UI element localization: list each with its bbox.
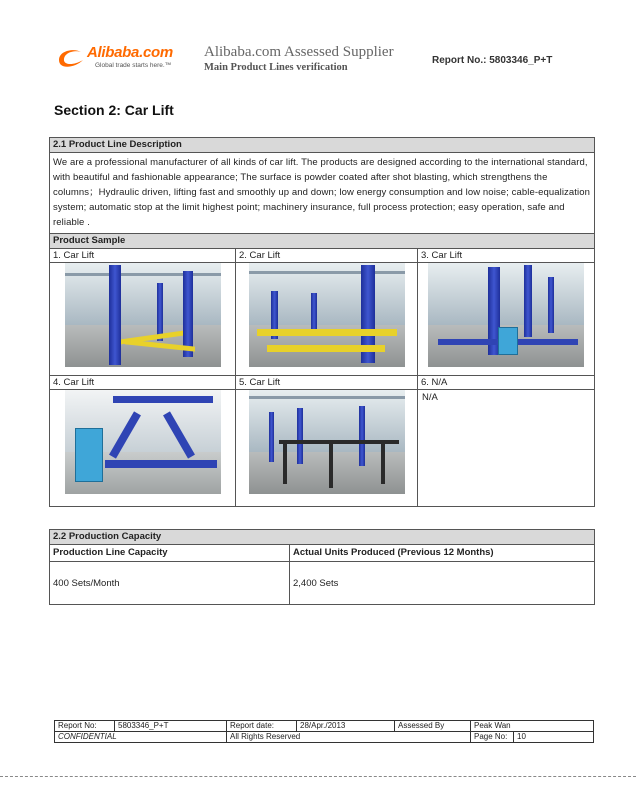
logo-wordmark: Alibaba.com: [87, 44, 173, 61]
footer-report-no-label: Report No:: [55, 721, 115, 732]
sample-image-cell: [236, 263, 418, 376]
product-line-heading: 2.1 Product Line Description: [50, 138, 595, 153]
sample-caption: 3. Car Lift: [418, 249, 595, 263]
sample-caption: 1. Car Lift: [50, 249, 236, 263]
report-header: [0, 0, 636, 90]
production-capacity-table: [49, 529, 595, 605]
footer-report-date: 28/Apr./2013: [297, 721, 395, 732]
sample-image-cell: [418, 263, 595, 376]
page-break-line: [0, 776, 636, 777]
sample-caption: 4. Car Lift: [50, 376, 236, 390]
capacity-heading: 2.2 Production Capacity: [50, 530, 595, 545]
sample-caption: 6. N/A: [418, 376, 595, 390]
product-line-description: We are a professional manufacturer of all kinds of car lift. The products are designed according to the international standard, with beautiful and fashionable appearance; The surface is powder coated after shot blasting, which strengthens the columns；Hydraulic driven, lifting fast and smoothly up and down; low energy consumption and low noise; cable-equalization system; automatic stop at the limit highest point; machinery insurance, full process protection; easy operation, safe and reliable .: [50, 153, 595, 234]
report-footer: [54, 720, 594, 743]
two-post-car-lift-photo: [65, 263, 221, 367]
footer-assessed-by-label: Assessed By: [395, 721, 471, 732]
product-line-table: [49, 137, 595, 507]
sample-image-cell: [236, 390, 418, 507]
actual-units-value: 2,400 Sets: [290, 562, 595, 605]
sample-caption: 2. Car Lift: [236, 249, 418, 263]
actual-units-column-header: Actual Units Produced (Previous 12 Months): [290, 545, 595, 562]
logo-tagline: Global trade starts here.™: [95, 62, 172, 69]
alibaba-logo: [55, 42, 195, 78]
parking-lift-photo: [428, 263, 584, 367]
alibaba-smile-icon: [55, 46, 87, 70]
section-title: Section 2: Car Lift: [54, 102, 174, 118]
four-post-car-lift-photo: [249, 263, 405, 367]
footer-page-number: 10: [514, 732, 594, 743]
capacity-value: 400 Sets/Month: [50, 562, 290, 605]
sample-image-cell: [50, 263, 236, 376]
footer-assessed-by: Peak Wan: [471, 721, 594, 732]
scissor-lift-photo: [65, 390, 221, 494]
sample-image-cell: [50, 390, 236, 507]
sample-caption: 5. Car Lift: [236, 376, 418, 390]
footer-report-date-label: Report date:: [227, 721, 297, 732]
footer-report-no: 5803346_P+T: [115, 721, 227, 732]
header-report-number: Report No.: 5803346_P+T: [432, 55, 553, 66]
product-sample-heading: Product Sample: [50, 234, 595, 249]
capacity-column-header: Production Line Capacity: [50, 545, 290, 562]
header-subtitle: Main Product Lines verification: [204, 62, 348, 73]
footer-confidential: CONFIDENTIAL: [55, 732, 227, 743]
workshop-lift-line-photo: [249, 390, 405, 494]
footer-page-label: Page No:: [471, 732, 514, 743]
header-title: Alibaba.com Assessed Supplier: [204, 44, 394, 60]
footer-rights: All Rights Reserved: [227, 732, 471, 743]
sample-na-cell: N/A: [418, 390, 595, 507]
